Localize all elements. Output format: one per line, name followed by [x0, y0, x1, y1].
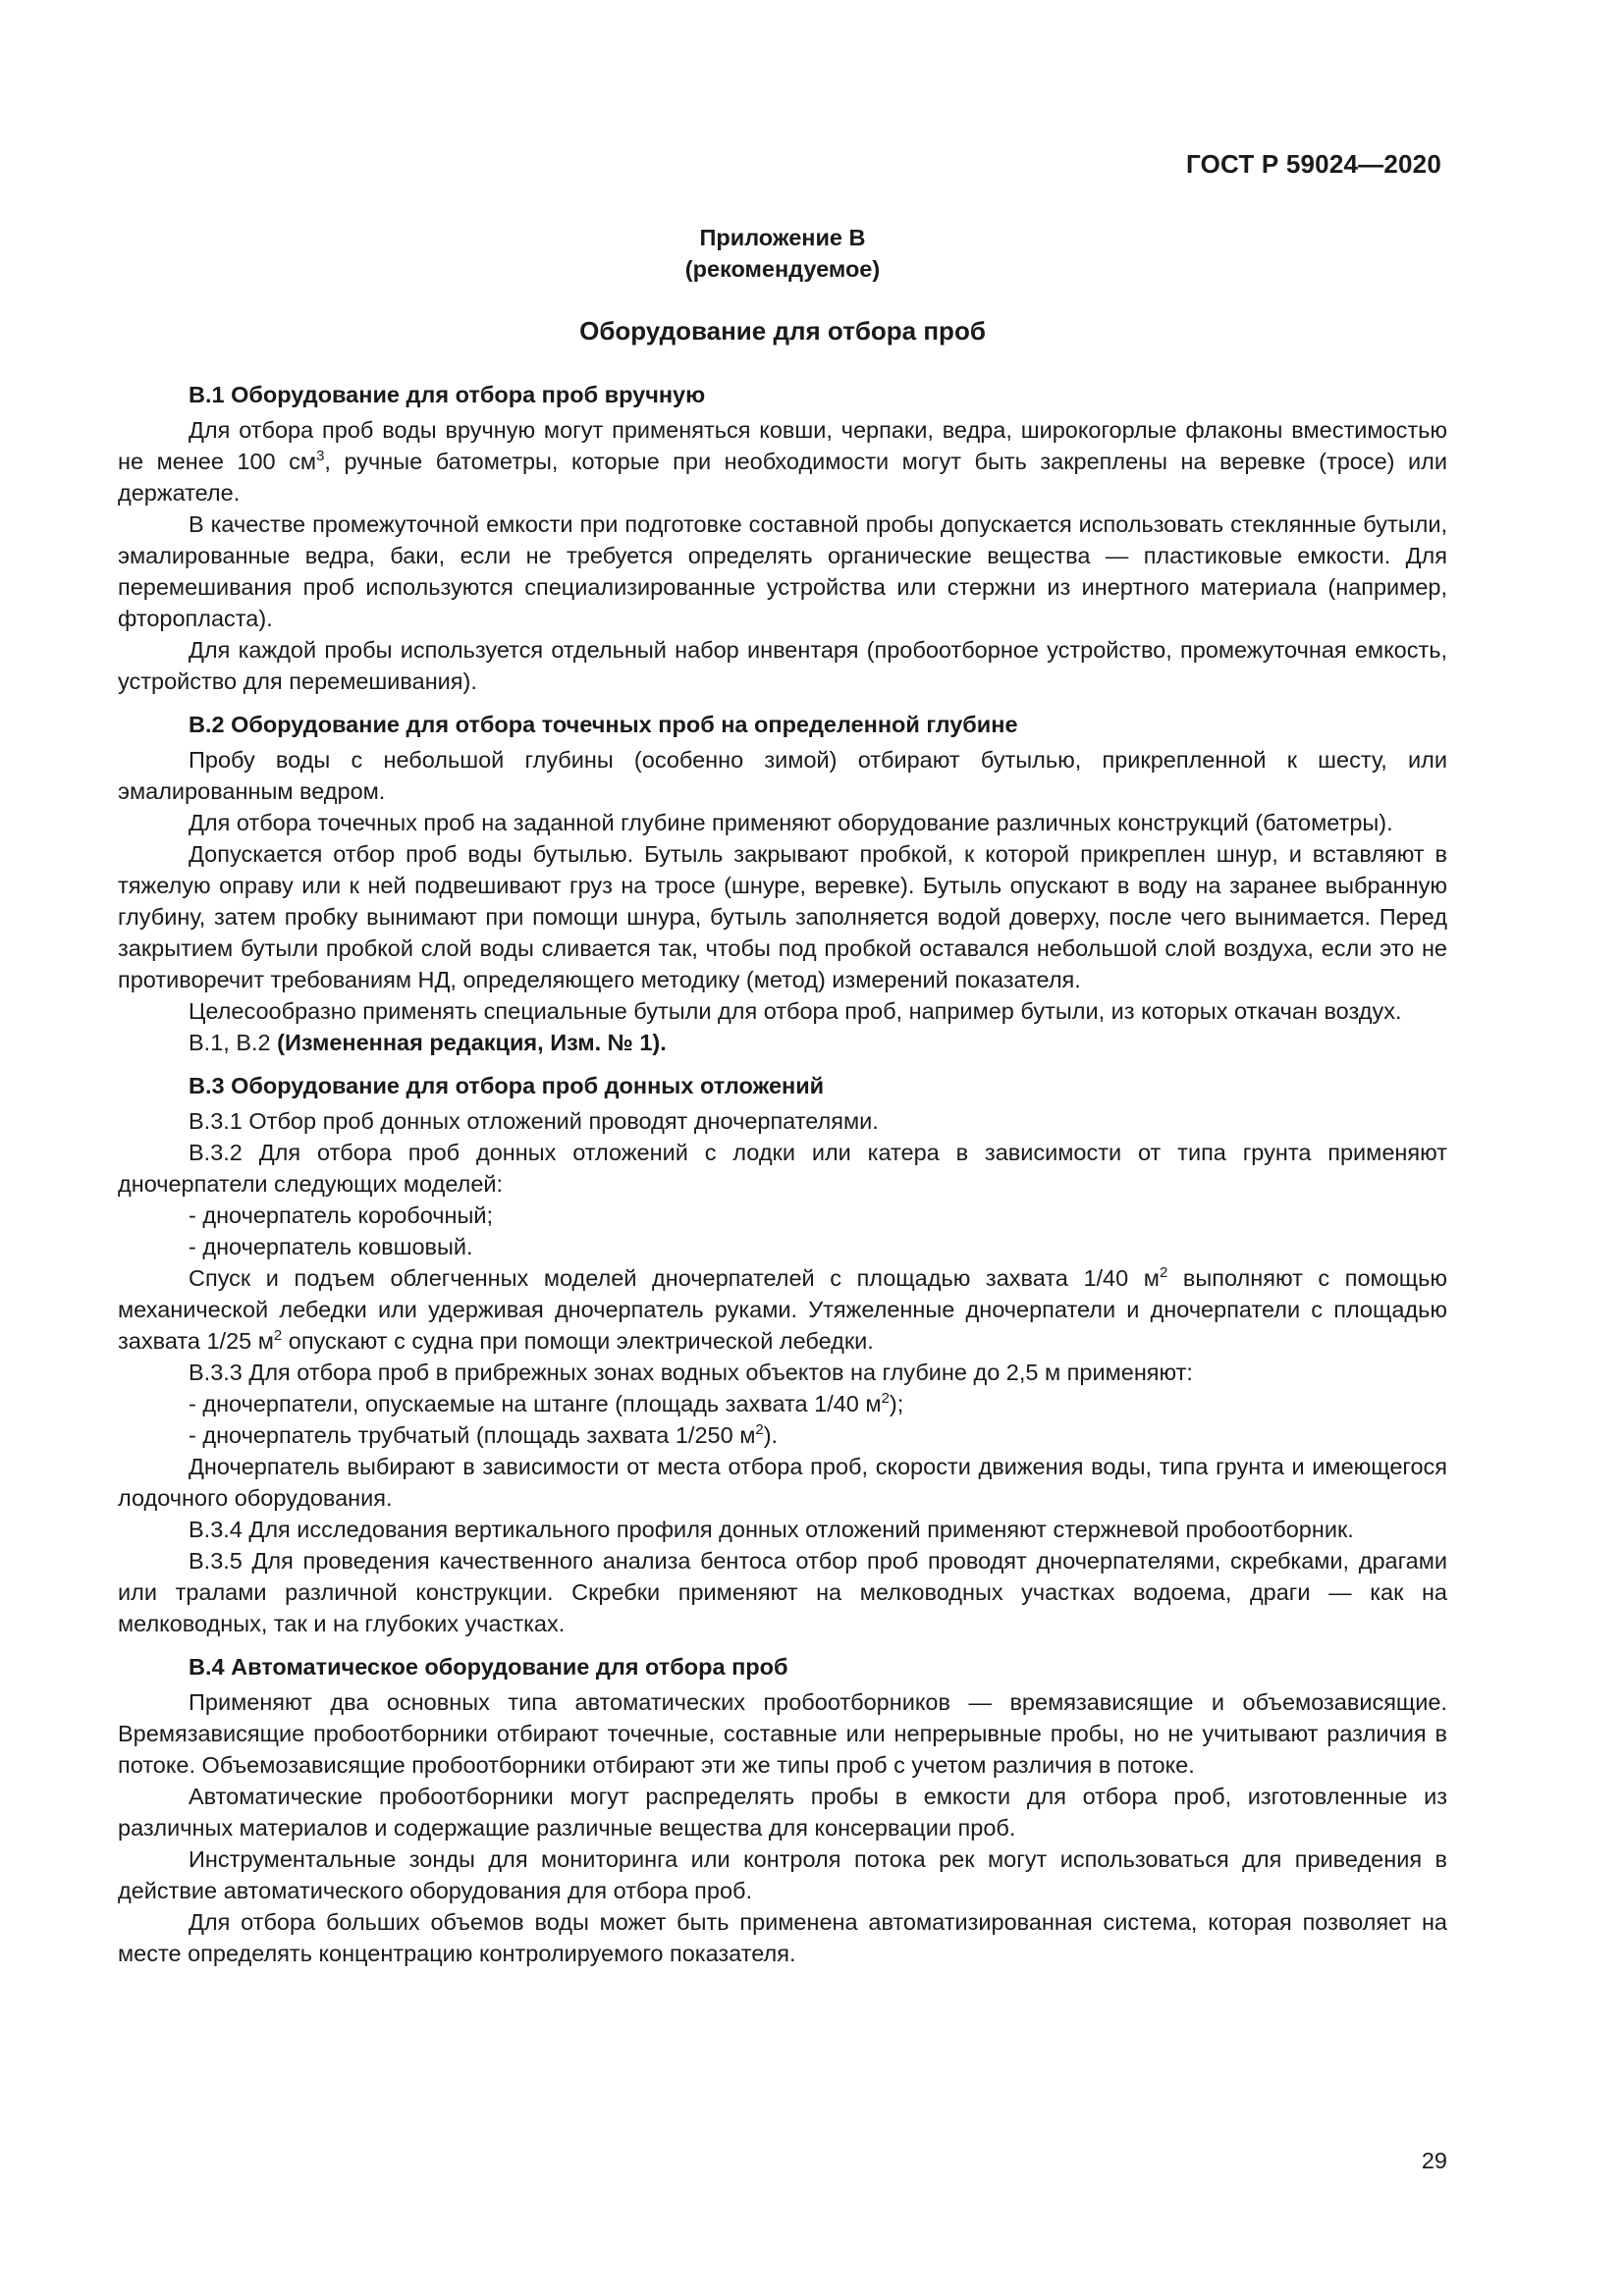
paragraph: В.3.4 Для исследования вертикального профиля донных отложений применяют стержневой пробоотборник.: [189, 1517, 1354, 1542]
paragraph: Для отбора точечных проб на заданной глубине применяют оборудование различных конструкций (батометры).: [189, 810, 1393, 835]
paragraph: Пробу воды с небольшой глубины (особенно зимой) отбирают бутылью, прикрепленной к шесту, или эмалированным ведром.: [118, 747, 1447, 804]
paragraph: Автоматические пробоотборники могут распределять пробы в емкости для отбора проб, изготовленные из различных материалов и содержащие различные вещества для консервации проб.: [118, 1784, 1447, 1841]
annex-title: Приложение В: [699, 225, 866, 250]
paragraph: Для каждой пробы используется отдельный набор инвентаря (пробоотборное устройство, промежуточная емкость, устройство для перемешивания).: [118, 637, 1447, 694]
section-b4: [118, 1651, 1447, 1969]
annex-name: Оборудование для отбора проб: [579, 316, 986, 346]
paragraph: В.3.3 Для отбора проб в прибрежных зонах водных объектов на глубине до 2,5 м применяют:: [189, 1360, 1193, 1385]
page-number: 29: [1421, 2148, 1447, 2173]
list-item: - дночерпатель трубчатый (площадь захвата 1/250 $м^2$).: [189, 1421, 779, 1448]
paragraph: Дночерпатель выбирают в зависимости от места отбора проб, скорости движения воды, типа грунта и имеющегося лодочного оборудования.: [118, 1454, 1447, 1511]
amendment-note: В.1, В.2 (Измененная редакция, Изм. № 1).: [189, 1030, 667, 1055]
paragraph: Спуск и подъем облегченных моделей дночерпателей с площадью захвата 1/40 $м^2$ выполняют с помощью механической лебедки или удерживая дночерпатель руками. Утяжеленные дночерпатели и дночерпатели с площадью захвата 1/25 $м^2$ опускают с судна при помощи электрической лебедки.: [118, 1264, 1447, 1354]
paragraph: В.3.1 Отбор проб донных отложений проводят дночерпателями.: [189, 1108, 879, 1134]
paragraph: В.3.5 Для проведения качественного анализа бентоса отбор проб проводят дночерпателями, скребками, драгами или тралами различной конструкции. Скребки применяют на мелководных участках водоема, драги — как на мелководных, так и на глубоких участках.: [118, 1548, 1447, 1636]
paragraph: В качестве промежуточной емкости при подготовке составной пробы допускается использовать стеклянные бутыли, эмалированные ведра, баки, если не требуется определять органические вещества — пластиковые емкости. Для перемешивания проб используются специализированные устройства или стержни из инертного материала (например, фторопласта).: [118, 511, 1447, 631]
standard-code: ГОСТ Р 59024—2020: [1186, 149, 1441, 179]
paragraph: Допускается отбор проб воды бутылью. Бутыль закрывают пробкой, к которой прикреплен шнур, и вставляют в тяжелую оправу или к ней подвешивают груз на тросе (шнуре, веревке). Бутыль опускают в воду на заранее выбранную глубину, затем пробку вынимают при помощи шнура, бутыль заполняется водой доверху, после чего вынимается. Перед закрытием бутыли пробкой слой воды сливается так, чтобы под пробкой оставался небольшой слой воздуха, если это не противоречит требованиям НД, определяющего методику (метод) измерений показателя.: [118, 841, 1447, 992]
list-item: - дночерпатели, опускаемые на штанге (площадь захвата 1/40 $м^2$);: [189, 1390, 904, 1416]
section-heading: В.2 Оборудование для отбора точечных проб на определенной глубине: [189, 712, 1018, 737]
paragraph: Для отбора больших объемов воды может быть применена автоматизированная система, которая позволяет на месте определять концентрацию контролируемого показателя.: [118, 1909, 1447, 1966]
paragraph: Целесообразно применять специальные бутыли для отбора проб, например бутыли, из которых откачан воздух.: [189, 998, 1402, 1024]
paragraph: Инструментальные зонды для мониторинга или контроля потока рек могут использоваться для приведения в действие автоматического оборудования для отбора проб.: [118, 1846, 1447, 1903]
paragraph: Применяют два основных типа автоматических пробоотборников — времязависящие и объемозависящие. Времязависящие пробоотборники отбирают точечные, составные или непрерывные пробы, но не учитывают различия в потоке. Объемозависящие пробоотборники отбирают эти же типы проб с учетом различия в потоке.: [118, 1689, 1447, 1778]
list-item: - дночерпатель ковшовый.: [189, 1234, 473, 1259]
paragraph: Для отбора проб воды вручную могут применяться ковши, черпаки, ведра, широкогорлые флаконы вместимостью не менее 100 $см^3$, ручные батометры, которые при необходимости могут быть закреплены на веревке (тросе) или держателе.: [118, 417, 1447, 506]
section-heading: В.1 Оборудование для отбора проб вручную: [189, 382, 706, 407]
paragraph: В.3.2 Для отбора проб донных отложений с лодки или катера в зависимости от типа грунта применяют дночерпатели следующих моделей:: [118, 1140, 1447, 1197]
document-body: [118, 222, 1447, 1969]
annex-status: (рекомендуемое): [684, 256, 881, 282]
list-item: - дночерпатель коробочный;: [189, 1202, 494, 1228]
section-b2: [118, 709, 1447, 1058]
section-heading: В.3 Оборудование для отбора проб донных отложений: [189, 1073, 825, 1098]
section-b3: [118, 1070, 1447, 1639]
section-heading: В.4 Автоматическое оборудование для отбора проб: [189, 1654, 788, 1680]
section-b1: [118, 379, 1447, 697]
